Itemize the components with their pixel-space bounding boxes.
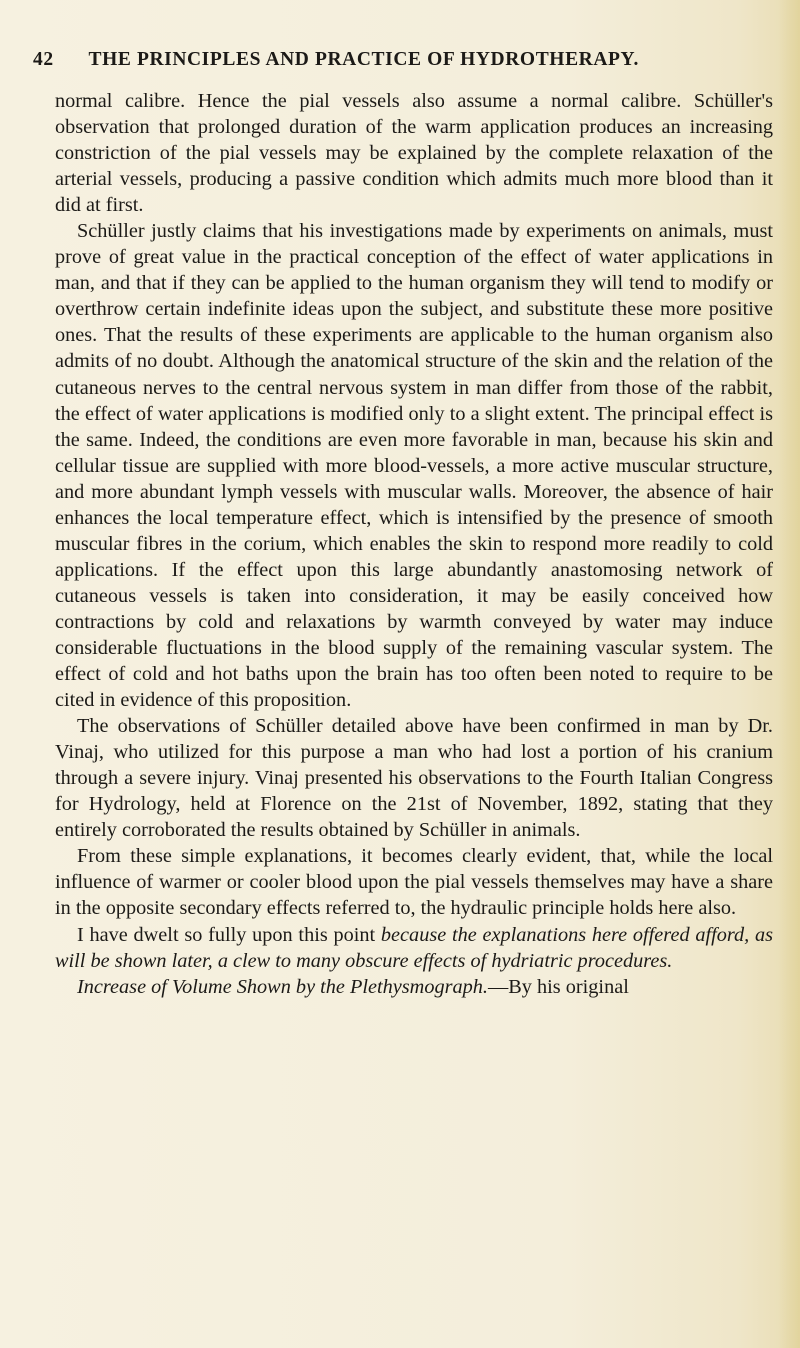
paragraph-3: The observations of Schüller detailed above have been confirmed in man by Dr. Vinaj, who utilized for this purpose a man who had lost a portion of his cranium through a severe injury. Vinaj presented his observations to the Fourth Italian Congress for Hydrology, held at Florence on the 21st of November, 1892, stating that they entirely corroborated the results obtained by Schüller in animals. <box>55 715 773 842</box>
running-title: THE PRINCIPLES AND PRACTICE OF HYDROTHERAPY. <box>88 49 639 70</box>
paragraph-5-italic: because the explanations here offered afford, as will be shown later, a clew to many obscure effects of hydriatric procedures. <box>55 923 773 972</box>
paragraph-5 <box>55 922 773 974</box>
paragraph-5-plain: I have dwelt so fully upon this point <box>77 923 381 946</box>
page-number: 42 <box>33 49 54 70</box>
page-header <box>33 49 773 79</box>
paragraph-6 <box>55 974 773 1000</box>
body-text <box>55 88 773 1000</box>
paragraph-2: Schüller justly claims that his investigations made by experiments on animals, must prove of great value in the practical conception of the effect of water applications in man, and that if they can be applied to the human organism they will tend to modify or overthrow certain indefinite ideas upon the subject, and substitute these more positive ones. That the results of these experiments are applicable to the human organism also admits of no doubt. Although the anatomical structure of the skin and the relation of the cutaneous nerves to the central nervous system in man differ from those of the rabbit, the effect of water applications is modified only to a slight extent. The principal effect is the same. Indeed, the conditions are even more favorable in man, because his skin and cellular tissue are supplied with more blood-vessels, a more active muscular structure, and more abundant lymph vessels with muscular walls. Moreover, the absence of hair enhances the local temperature effect, which is intensified by the presence of smooth muscular fibres in the corium, which enables the skin to respond more readily to cold applications. If the effect upon this large abundantly anastomosing network of cutaneous vessels is taken into consideration, it may be easily conceived how contractions by cold and relaxations by warmth conveyed by water may induce considerable fluctuations in the blood supply of the remaining vascular system. The effect of cold and hot baths upon the brain has too often been noted to require to be cited in evidence of this proposition. <box>55 220 773 712</box>
page-edge-shading <box>778 0 800 1348</box>
section-heading-italic: Increase of Volume Shown by the Plethysmograph. <box>77 975 488 998</box>
paragraph-1: normal calibre. Hence the pial vessels also assume a normal calibre. Schüller's observation that prolonged duration of the warm application produces an increasing constriction of the pial vessels may be explained by the complete relaxation of the arterial vessels, producing a passive condition which admits much more blood than it did at first. <box>55 90 773 217</box>
paragraph-4: From these simple explanations, it becomes clearly evident, that, while the local influence of warmer or cooler blood upon the pial vessels themselves may have a share in the opposite secondary effects referred to, the hydraulic principle holds here also. <box>55 845 773 920</box>
paragraph-6-plain: —By his original <box>488 975 629 998</box>
